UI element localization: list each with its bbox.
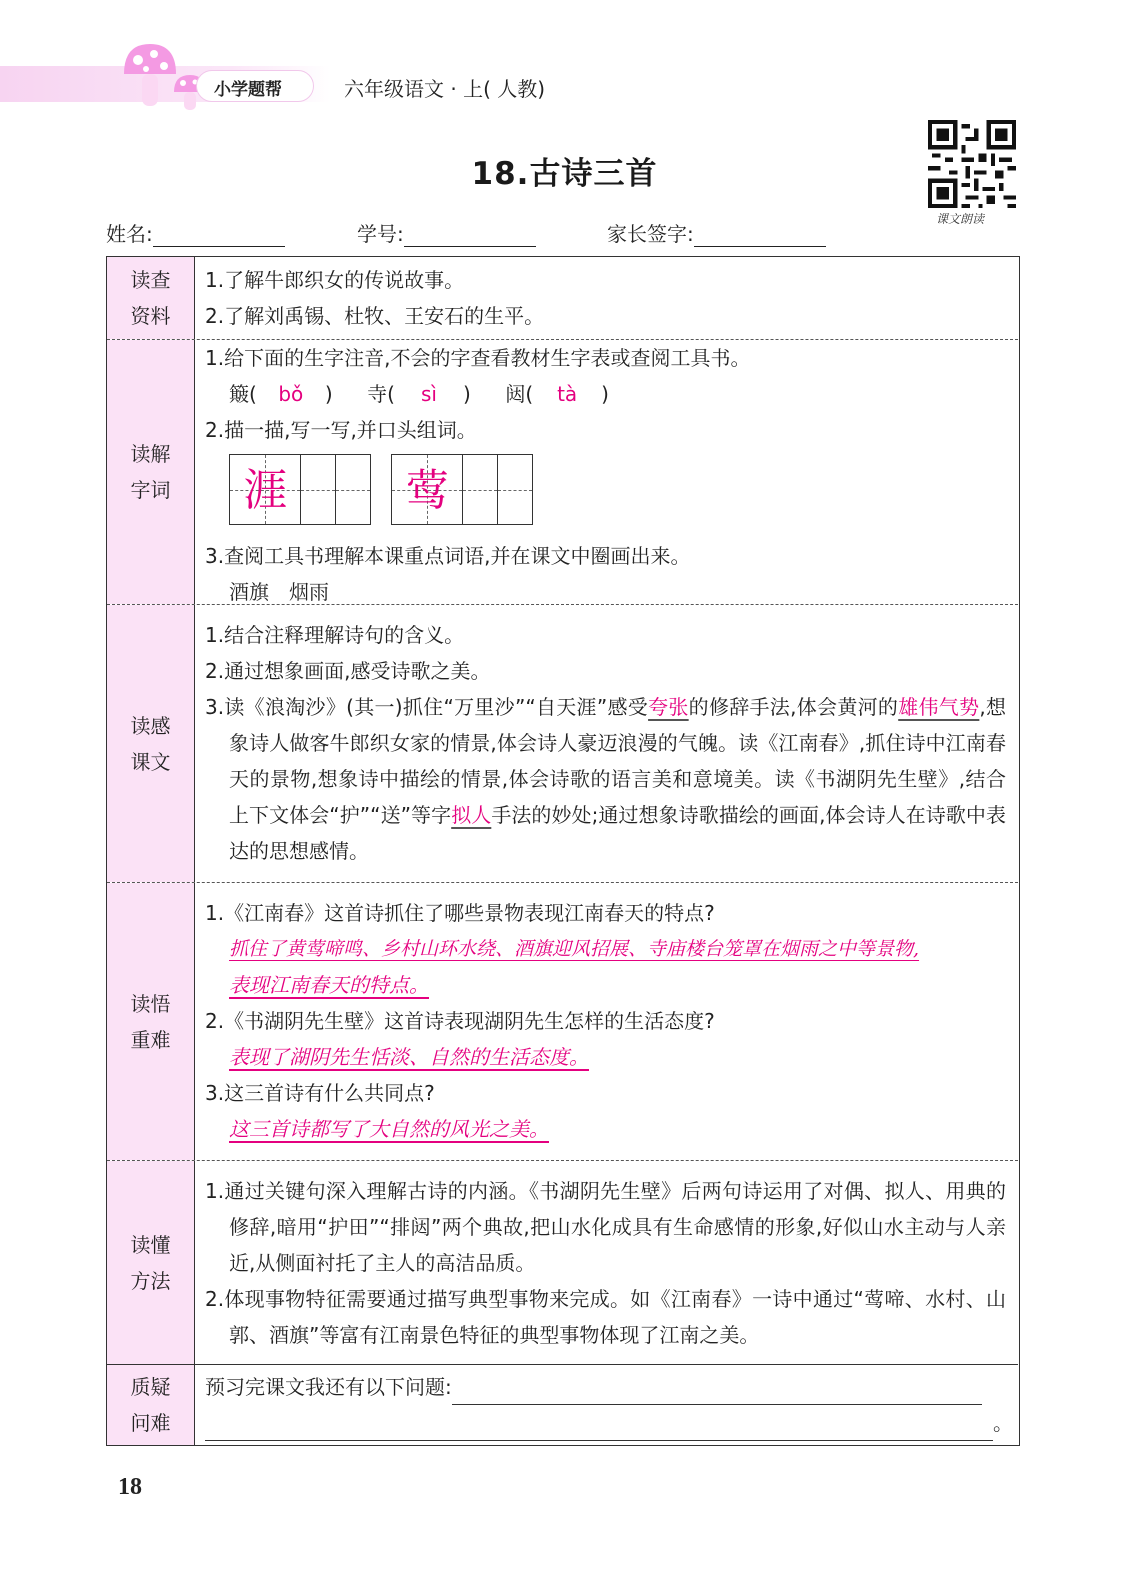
fill-answer[interactable]: 雄伟气势 [898,695,980,719]
list-item: 2.了解刘禹锡、杜牧、王安石的生平。 [205,304,545,328]
trace-character: 涯 [243,464,288,516]
section-label: 读解 字词 [107,340,195,604]
brand-name: 小学题帮 [214,80,282,100]
question: 1.给下面的生字注音,不会的字查看教材生字表或查阅工具书。 [205,346,751,370]
list-item: 2.体现事物特征需要通过描写典型事物来完成。如《江南春》一诗中通过“莺啼、水村、山郭、酒旗”等富有江南景色特征的典型事物体现了江南之美。 [205,1287,1006,1347]
list-item: 1.结合注释理解诗句的含义。 [205,623,465,647]
section-label: 读懂 方法 [107,1161,195,1364]
section-research [107,257,1018,340]
answer-blank[interactable] [452,1381,982,1405]
fill-answer[interactable]: 拟人 [451,803,492,827]
question-prompt: 预习完课文我还有以下问题: [205,1369,1006,1405]
section-questions [107,1365,1018,1445]
pinyin-answer[interactable]: bǒ [278,382,304,406]
section-content [205,340,1006,610]
vocab-words: 酒旗 烟雨 [229,580,329,604]
question: 3.查阅工具书理解本课重点词语,并在课文中圈画出来。 [205,544,691,568]
section-method [107,1161,1018,1365]
pinyin-row: 簸( bǒ ) 寺( sì ) 闼( tà ) [205,376,1006,412]
section-label: 读查 资料 [107,257,195,339]
section-label: 读悟 重难 [107,883,195,1160]
tracing-grid[interactable] [391,454,533,525]
section-content [205,617,1006,869]
qr-caption: 课文朗读 [936,212,985,226]
worksheet-table [106,256,1020,1446]
parent-sign-field[interactable] [607,218,826,247]
list-item: 3.读《浪淘沙》(其一)抓住“万里沙”“自天涯”感受夸张的修辞手法,体会黄河的雄伟气势,想象诗人做客牛郎织女家的情景,体会诗人豪迈浪漫的气魄。读《江南春》,抓住诗中江南春天的景物,想象诗中描绘的情景,体会诗歌的语言美和意境美。读《书湖阴先生壁》,结合上下文体会“护”“送”等字拟人手法的妙处;通过想象诗歌描绘的画面,体会诗人在诗歌中表达的思想感情。 [205,695,1007,863]
mushroom-icon [120,42,180,110]
question: 3.这三首诗有什么共同点? [205,1081,435,1105]
answer-blank[interactable] [205,1417,993,1441]
section-content [205,1369,1013,1441]
name-field[interactable] [106,218,285,247]
section-content [205,895,1006,1147]
tracing-grids [205,448,1006,538]
answer-line[interactable]: 这三首诗都写了大自然的风光之美。 [229,1117,549,1141]
answer-line[interactable]: 表现江南春天的特点。 [229,973,429,997]
name-label: 姓名: [106,222,153,246]
answer-line[interactable]: 表现了湖阴先生恬淡、自然的生活态度。 [229,1045,589,1069]
grade-label: 六年级语文 · 上( 人教) [344,77,546,101]
list-item: 1.通过关键句深入理解古诗的内涵。《书湖阴先生壁》后两句诗运用了对偶、拟人、用典的修辞,暗用“护田”“排闼”两个典故,把山水化成具有生命感情的形象,好似山水主动与人亲近,从侧面衬托了主人的高洁品质。 [205,1179,1006,1275]
student-id-blank[interactable] [404,225,536,247]
fill-answer[interactable]: 夸张 [648,695,689,719]
page-number: 18 [118,1474,142,1500]
student-id-label: 学号: [357,222,404,246]
tracing-grid[interactable] [229,454,371,525]
section-key [107,883,1018,1161]
pinyin-answer[interactable]: sì [420,382,437,406]
list-item: 2.通过想象画面,感受诗歌之美。 [205,659,491,683]
student-id-field[interactable] [357,218,536,247]
answer-line: 。 [205,1405,1006,1441]
section-content [205,262,1006,334]
name-blank[interactable] [153,225,285,247]
parent-sign-label: 家长签字: [607,222,694,246]
page-title: 18.古诗三首 [471,156,658,192]
list-item: 1.了解牛郎织女的传说故事。 [205,268,465,292]
section-words [107,340,1018,605]
pinyin-answer[interactable]: tà [557,382,578,406]
question: 1.《江南春》这首诗抓住了哪些景物表现江南春天的特点? [205,901,715,925]
section-label: 读感 课文 [107,605,195,882]
answer-line[interactable]: 抓住了黄莺啼鸣、乡村山环水绕、酒旗迎风招展、寺庙楼台笼罩在烟雨之中等景物, [229,938,920,960]
question: 2.描一描,写一写,并口头组词。 [205,418,477,442]
parent-sign-blank[interactable] [694,225,826,247]
section-feel [107,605,1018,883]
trace-character: 莺 [405,464,450,516]
qr-code-icon[interactable] [928,120,1016,208]
section-label: 质疑 问难 [107,1365,195,1445]
question: 2.《书湖阴先生壁》这首诗表现湖阴先生怎样的生活态度? [205,1009,715,1033]
section-content [205,1173,1006,1353]
